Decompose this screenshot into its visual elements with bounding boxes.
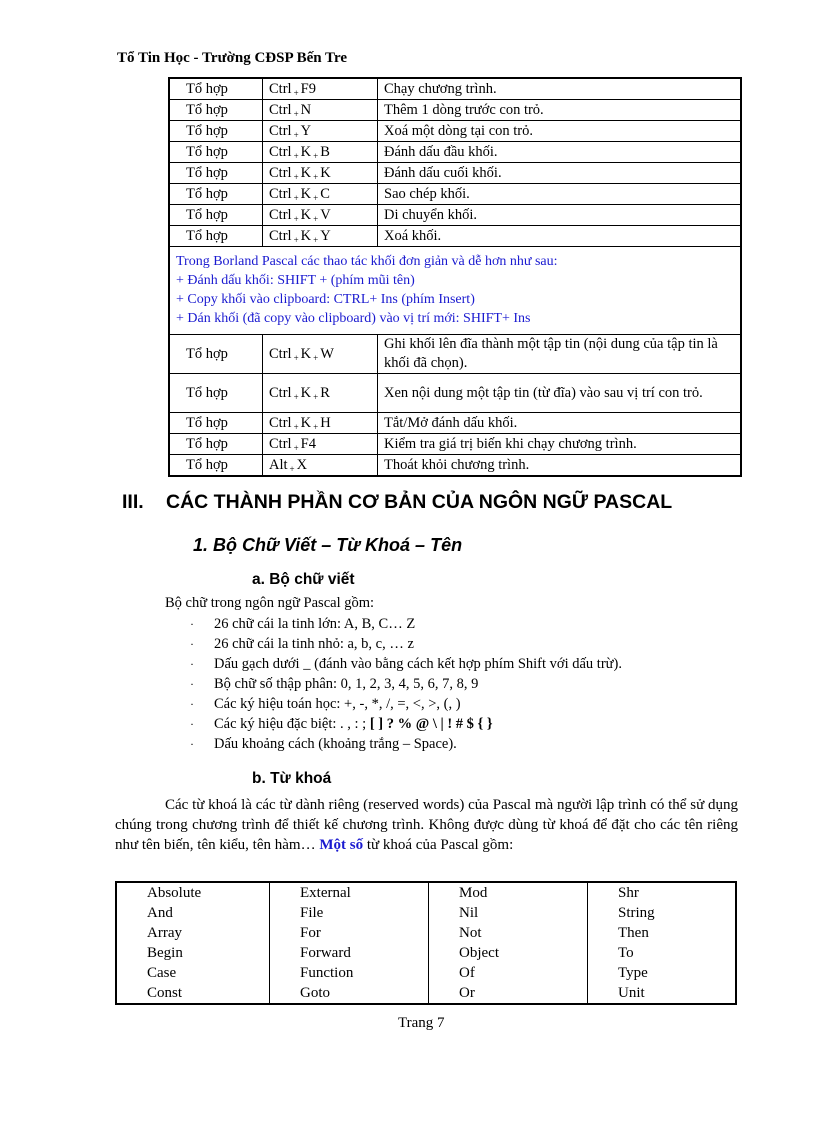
list-item: · Dấu gạch dưới _ (đánh vào bằng cách kết hợp phím Shift với dấu trừ). [190, 656, 622, 672]
note-line: + Dán khối (đã copy vào clipboard) vào vị trí mới: SHIFT+ Ins [176, 311, 531, 326]
shortcut-type: Tổ hợp [169, 413, 263, 434]
section-title: CÁC THÀNH PHẦN CƠ BẢN CỦA NGÔN NGỮ PASCAL [166, 491, 673, 513]
shortcut-row [169, 374, 741, 413]
keyword-cell: Of [429, 963, 588, 983]
shortcut-type: Tổ hợp [169, 374, 263, 413]
keyword-cell: Absolute [116, 882, 270, 903]
shortcut-keys [263, 163, 378, 184]
shortcut-keys [263, 413, 378, 434]
shortcut-type: Tổ hợp [169, 455, 263, 477]
key: K [300, 345, 312, 362]
shortcut-row [169, 226, 741, 247]
keyword-cell: Forward [270, 943, 429, 963]
note-line: Trong Borland Pascal các thao tác khối đơn giản và dễ hơn như sau: [176, 254, 558, 269]
shortcut-row [169, 205, 741, 226]
bullet-icon: · [190, 737, 194, 751]
plus-sign: + [293, 150, 299, 161]
keyword-cell: String [588, 903, 737, 923]
table-row [116, 983, 736, 1004]
shortcut-desc: Thoát khỏi chương trình. [378, 455, 742, 477]
keyword-cell: Object [429, 943, 588, 963]
shortcut-keys [263, 184, 378, 205]
keyword-cell: And [116, 903, 270, 923]
shortcut-desc: Chạy chương trình. [378, 78, 742, 100]
keyword-cell: Shr [588, 882, 737, 903]
key: K [300, 185, 312, 202]
alphabet-intro: Bộ chữ trong ngôn ngữ Pascal gồm: [165, 595, 375, 611]
key: Alt [269, 456, 288, 473]
key: K [320, 164, 331, 181]
plus-sign: + [293, 108, 299, 119]
key: Ctrl [269, 345, 292, 362]
keyword-cell: Const [116, 983, 270, 1004]
subsection-heading: 1. Bộ Chữ Viết – Từ Khoá – Tên [193, 535, 463, 555]
plus-sign: + [293, 129, 299, 140]
key: F9 [300, 80, 316, 97]
shortcut-keys [263, 335, 378, 374]
key: Ctrl [269, 80, 292, 97]
list-item: · Các ký hiệu toán học: +, -, *, /, =, <, >, (, ) [190, 696, 461, 712]
shortcut-type: Tổ hợp [169, 184, 263, 205]
note-line: + Đánh dấu khối: SHIFT + (phím mũi tên) [176, 273, 415, 288]
shortcut-desc: Di chuyển khối. [378, 205, 742, 226]
list-item: · Các ký hiệu đặc biệt: . , : ; [ ] ? % @ \ | ! # $ { } [190, 716, 493, 732]
shortcut-type: Tổ hợp [169, 100, 263, 121]
key: K [300, 206, 312, 223]
plus-sign: + [293, 442, 299, 453]
shortcut-row [169, 78, 741, 100]
shortcut-type: Tổ hợp [169, 434, 263, 455]
page-number: Trang 7 [398, 1015, 445, 1031]
key: X [296, 456, 308, 473]
bullet-icon: · [190, 717, 194, 731]
bullet-icon: · [190, 617, 194, 631]
table-row [116, 903, 736, 923]
key: W [320, 345, 334, 362]
shortcut-row [169, 184, 741, 205]
shortcut-desc: Ghi khối lên đĩa thành một tập tin (nội dung của tập tin là khối đã chọn). [378, 335, 742, 374]
plus-sign: + [313, 421, 319, 432]
key: Ctrl [269, 185, 292, 202]
key: K [300, 227, 312, 244]
plus-sign: + [313, 234, 319, 245]
shortcut-desc: Đánh dấu đầu khối. [378, 142, 742, 163]
shortcut-row [169, 163, 741, 184]
plus-sign: + [313, 150, 319, 161]
keyword-cell: Then [588, 923, 737, 943]
shortcut-type: Tổ hợp [169, 78, 263, 100]
shortcut-keys [263, 121, 378, 142]
keyword-cell: Type [588, 963, 737, 983]
key: V [320, 206, 331, 223]
key: Ctrl [269, 101, 292, 118]
key: N [300, 101, 312, 118]
plus-sign: + [293, 192, 299, 203]
key: K [300, 384, 312, 401]
table-row [116, 882, 736, 903]
key: Ctrl [269, 143, 292, 160]
plus-sign: + [293, 171, 299, 182]
key: C [320, 185, 330, 202]
part-a-heading: a. Bộ chữ viết [252, 571, 355, 588]
keyword-cell: Function [270, 963, 429, 983]
key: Ctrl [269, 206, 292, 223]
key: Ctrl [269, 435, 292, 452]
plus-sign: + [313, 352, 319, 363]
keyword-cell: External [270, 882, 429, 903]
key: Ctrl [269, 384, 292, 401]
shortcut-desc: Xen nội dung một tập tin (từ đĩa) vào sau vị trí con trỏ. [378, 374, 742, 413]
shortcut-type: Tổ hợp [169, 163, 263, 184]
shortcut-desc: Xoá một dòng tại con trỏ. [378, 121, 742, 142]
shortcut-keys [263, 374, 378, 413]
shortcut-row [169, 142, 741, 163]
shortcut-table [168, 77, 742, 477]
plus-sign: + [289, 463, 295, 474]
keyword-cell: Mod [429, 882, 588, 903]
keyword-cell: File [270, 903, 429, 923]
plus-sign: + [293, 391, 299, 402]
key: Ctrl [269, 227, 292, 244]
plus-sign: + [293, 234, 299, 245]
bullet-icon: · [190, 637, 194, 651]
shortcut-keys [263, 78, 378, 100]
keyword-cell: Array [116, 923, 270, 943]
shortcut-keys [263, 226, 378, 247]
key: R [320, 384, 330, 401]
list-item: · Dấu khoảng cách (khoảng trắng – Space). [190, 736, 457, 752]
shortcut-desc: Đánh dấu cuối khối. [378, 163, 742, 184]
key: F4 [300, 435, 316, 452]
shortcut-desc: Tắt/Mở đánh dấu khối. [378, 413, 742, 434]
keyword-cell: Case [116, 963, 270, 983]
shortcut-type: Tổ hợp [169, 142, 263, 163]
list-item: · 26 chữ cái la tinh lớn: A, B, C… Z [190, 616, 416, 632]
alphabet-list [190, 614, 622, 754]
section-number: III. [122, 491, 144, 513]
key: H [320, 414, 331, 431]
shortcut-row [169, 455, 741, 477]
highlight-text: Một số [319, 837, 364, 853]
special-symbols: [ ] ? % @ \ | ! # $ { } [369, 716, 493, 732]
shortcut-keys [263, 434, 378, 455]
key: Y [300, 122, 312, 139]
shortcut-type: Tổ hợp [169, 335, 263, 374]
keyword-cell: Not [429, 923, 588, 943]
shortcut-keys [263, 142, 378, 163]
keyword-cell: Begin [116, 943, 270, 963]
shortcut-desc: Thêm 1 dòng trước con trỏ. [378, 100, 742, 121]
key: B [320, 143, 330, 160]
key: K [300, 143, 312, 160]
shortcut-row [169, 100, 741, 121]
key: K [300, 164, 312, 181]
table-row [116, 923, 736, 943]
table-row [116, 943, 736, 963]
keyword-table [115, 881, 737, 1005]
keyword-cell: Or [429, 983, 588, 1004]
keyword-cell: Nil [429, 903, 588, 923]
shortcut-keys [263, 205, 378, 226]
keyword-paragraph: Các từ khoá là các từ dành riêng (reserved words) của Pascal mà người lập trình có thể sử dụng chúng trong chương trình để thiết kế chương trình. Không được dùng từ khoá để đặt cho các tên riêng như tên biến, tên kiểu, tên hàm… Một số từ khoá của Pascal gồm: [115, 797, 738, 853]
plus-sign: + [313, 213, 319, 224]
plus-sign: + [293, 352, 299, 363]
shortcut-type: Tổ hợp [169, 226, 263, 247]
shortcut-desc: Kiểm tra giá trị biến khi chạy chương trình. [378, 434, 742, 455]
list-item: · 26 chữ cái la tinh nhỏ: a, b, c, … z [190, 636, 414, 652]
shortcut-keys [263, 100, 378, 121]
keyword-cell: Unit [588, 983, 737, 1004]
shortcut-row [169, 434, 741, 455]
key: Ctrl [269, 122, 292, 139]
shortcut-desc: Xoá khối. [378, 226, 742, 247]
bullet-icon: · [190, 677, 194, 691]
section-heading [122, 491, 672, 514]
shortcut-row [169, 413, 741, 434]
keyword-cell: Goto [270, 983, 429, 1004]
note-row [169, 247, 741, 335]
key: Y [320, 227, 331, 244]
shortcut-type: Tổ hợp [169, 205, 263, 226]
keyword-cell: For [270, 923, 429, 943]
part-b-heading: b. Từ khoá [252, 770, 332, 787]
shortcut-row [169, 121, 741, 142]
shortcut-row [169, 335, 741, 374]
keyword-cell: To [588, 943, 737, 963]
key: Ctrl [269, 414, 292, 431]
shortcut-type: Tổ hợp [169, 121, 263, 142]
key: Ctrl [269, 164, 292, 181]
page-header: Tổ Tin Học - Trường CĐSP Bến Tre [117, 50, 347, 66]
list-item: · Bộ chữ số thập phân: 0, 1, 2, 3, 4, 5, 6, 7, 8, 9 [190, 676, 479, 692]
key: K [300, 414, 312, 431]
bullet-icon: · [190, 657, 194, 671]
plus-sign: + [313, 171, 319, 182]
shortcut-desc: Sao chép khối. [378, 184, 742, 205]
plus-sign: + [313, 192, 319, 203]
plus-sign: + [293, 421, 299, 432]
plus-sign: + [313, 391, 319, 402]
bullet-icon: · [190, 697, 194, 711]
note-line: + Copy khối vào clipboard: CTRL+ Ins (phím Insert) [176, 292, 475, 307]
borland-note [169, 247, 741, 335]
shortcut-keys [263, 455, 378, 477]
plus-sign: + [293, 87, 299, 98]
plus-sign: + [293, 213, 299, 224]
table-row [116, 963, 736, 983]
